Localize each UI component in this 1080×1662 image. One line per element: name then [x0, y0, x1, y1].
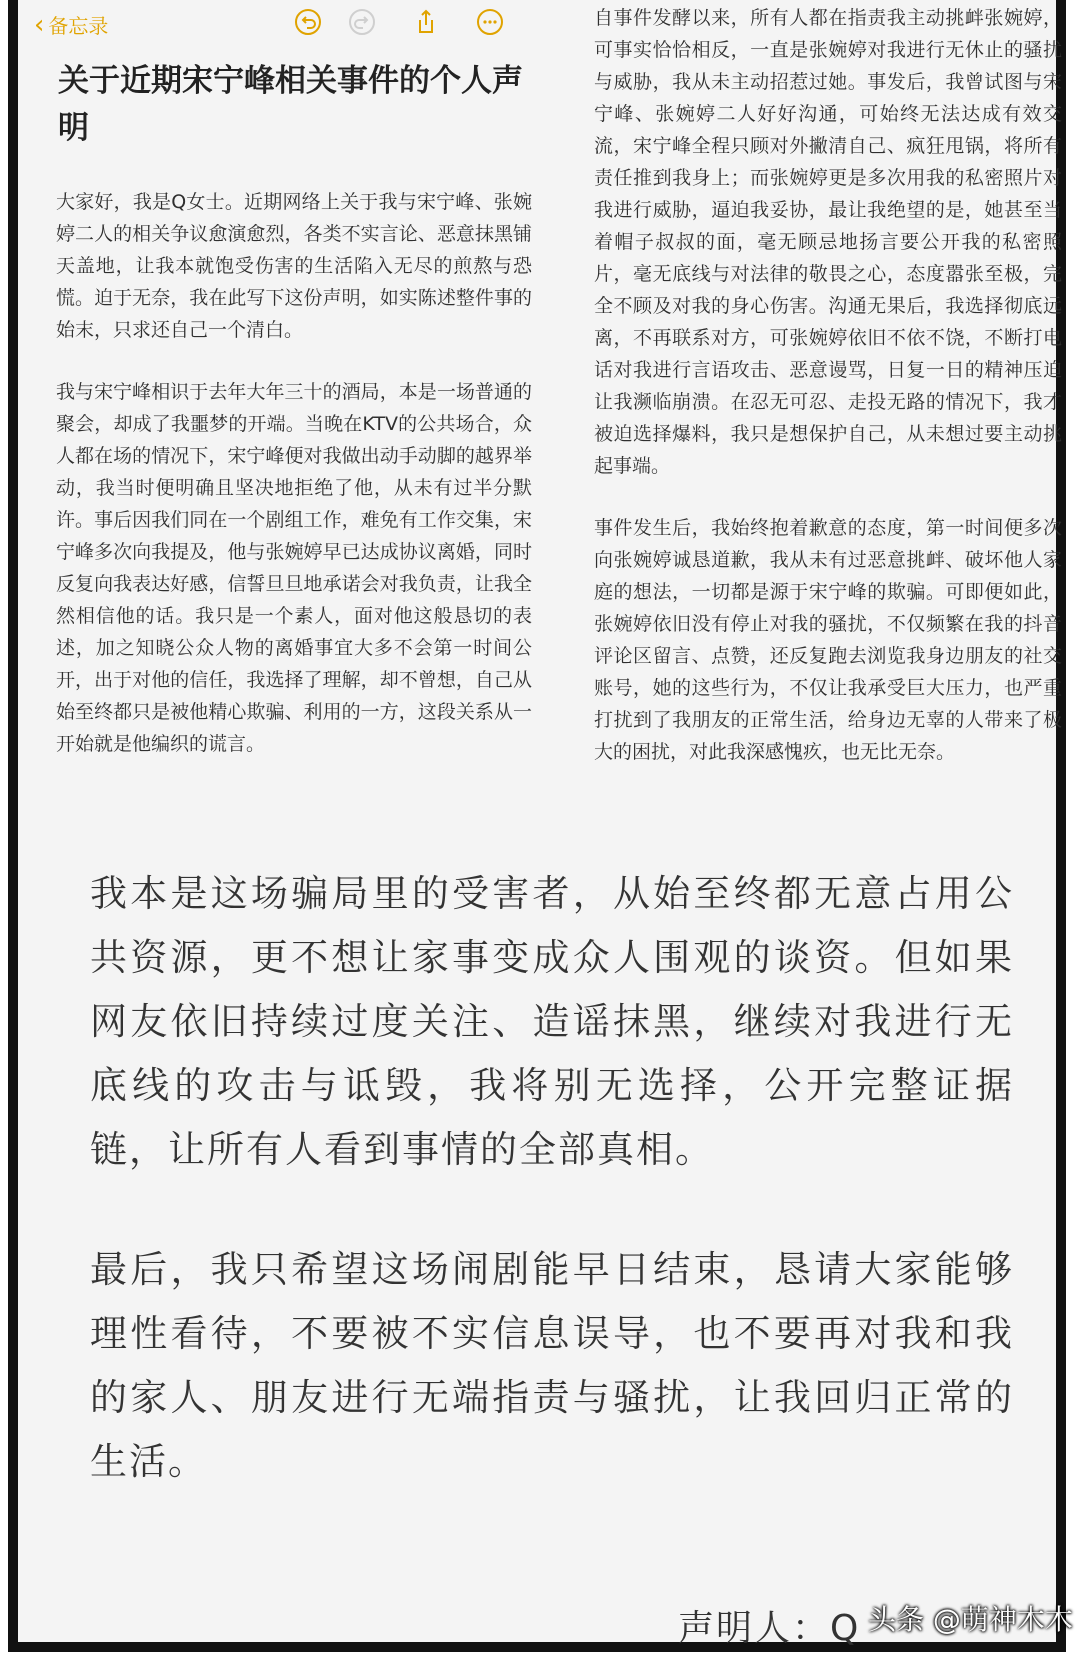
redo-icon[interactable]: [348, 8, 376, 36]
document-title: 关于近期宋宁峰相关事件的个人声明: [58, 63, 523, 146]
paragraph: 我与宋宁峰相识于去年大年三十的酒局，本是一场普通的聚会，却成了我噩梦的开端。当晚在KTV的公共场合，众人都在场的情况下，宋宁峰便对我做出动手动脚的越界举动，我当时便明确且坚决地拒绝了他，从未有过半分默许。事后因我们同在一个剧组工作，难免有工作交集，宋宁峰多次向我提及，他与张婉婷早已达成协议离婚，同时反复向我表达好感，信誓旦旦地承诺会对我负责，让我全然相信他的话。我只是一个素人，面对他这般恳切的表述，加之知晓公众人物的离婚事宜大多不会第一时间公开，出于对他的信任，我选择了理解，却不曾想，自己从始至终都只是被他精心欺骗、利用的一方，这段关系从一开始就是他编织的谎言。: [56, 381, 532, 755]
screenshot-frame: [8, 0, 1073, 1652]
right-body: [594, 2, 1062, 768]
undo-icon[interactable]: [294, 8, 322, 36]
watermark: 头条 @萌神木木: [868, 1603, 1073, 1636]
notes-left-column: [28, 0, 556, 860]
paragraph: 大家好，我是Q女士。近期网络上关于我与宋宁峰、张婉婷二人的相关争议愈演愈烈，各类不实言论、恶意抹黑铺天盖地，让我本就饱受伤害的生活陷入无尽的煎熬与恐慌。迫于无奈，我在此写下这份声明，如实陈述整件事的始末，只求还自己一个清白。: [56, 191, 532, 341]
chevron-left-icon: ‹: [34, 9, 45, 40]
notes-toolbar: [28, 0, 556, 46]
more-icon[interactable]: [476, 8, 504, 36]
share-icon[interactable]: [412, 8, 440, 36]
paragraph: 我本是这场骗局里的受害者，从始至终都无意占用公共资源，更不想让家事变成众人围观的谈资。但如果网友依旧持续过度关注、造谣抹黑，继续对我进行无底线的攻击与诋毁，我将别无选择，公开完整证据链，让所有人看到事情的全部真相。: [90, 872, 1014, 1171]
back-button[interactable]: [34, 10, 108, 39]
signature: 声明人：Q: [678, 1608, 861, 1649]
left-body: [56, 186, 532, 760]
paragraph: 最后，我只希望这场闹剧能早日结束，恳请大家能够理性看待，不要被不实信息误导，也不要再对我和我的家人、朋友进行无端指责与骚扰，让我回归正常的生活。: [90, 1248, 1014, 1483]
paragraph: 自事件发酵以来，所有人都在指责我主动挑衅张婉婷，可事实恰恰相反，一直是张婉婷对我进行无休止的骚扰与威胁，我从未主动招惹过她。事发后，我曾试图与宋宁峰、张婉婷二人好好沟通，可始终无法达成有效交流，宋宁峰全程只顾对外撇清自己、疯狂甩锅，将所有责任推到我身上；而张婉婷更是多次用我的私密照片对我进行威胁，逼迫我妥协，最让我绝望的是，她甚至当着帽子叔叔的面，毫无顾忌地扬言要公开我的私密照片，毫无底线与对法律的敬畏之心，态度嚣张至极，完全不顾及对我的身心伤害。沟通无果后，我选择彻底远离，不再联系对方，可张婉婷依旧不依不饶，不断打电话对我进行言语攻击、恶意谩骂，日复一日的精神压迫让我濒临崩溃。在忍无可忍、走投无路的情况下，我才被迫选择爆料，我只是想保护自己，从未想过要主动挑起事端。: [594, 7, 1062, 477]
paragraph: 事件发生后，我始终抱着歉意的态度，第一时间便多次向张婉婷诚恳道歉，我从未有过恶意挑衅、破坏他人家庭的想法，一切都是源于宋宁峰的欺骗。可即便如此，张婉婷依旧没有停止对我的骚扰，不仅频繁在我的抖音评论区留言、点赞，还反复跑去浏览我身边朋友的社交账号，她的这些行为，不仅让我承受巨大压力，也严重打扰到了我朋友的正常生活，给身边无辜的人带来了极大的困扰，对此我深感愧疚，也无比无奈。: [594, 517, 1062, 763]
notes-right-column: [578, 0, 1068, 860]
back-label: 备忘录: [48, 14, 109, 38]
enlarged-body: [90, 862, 1014, 1494]
